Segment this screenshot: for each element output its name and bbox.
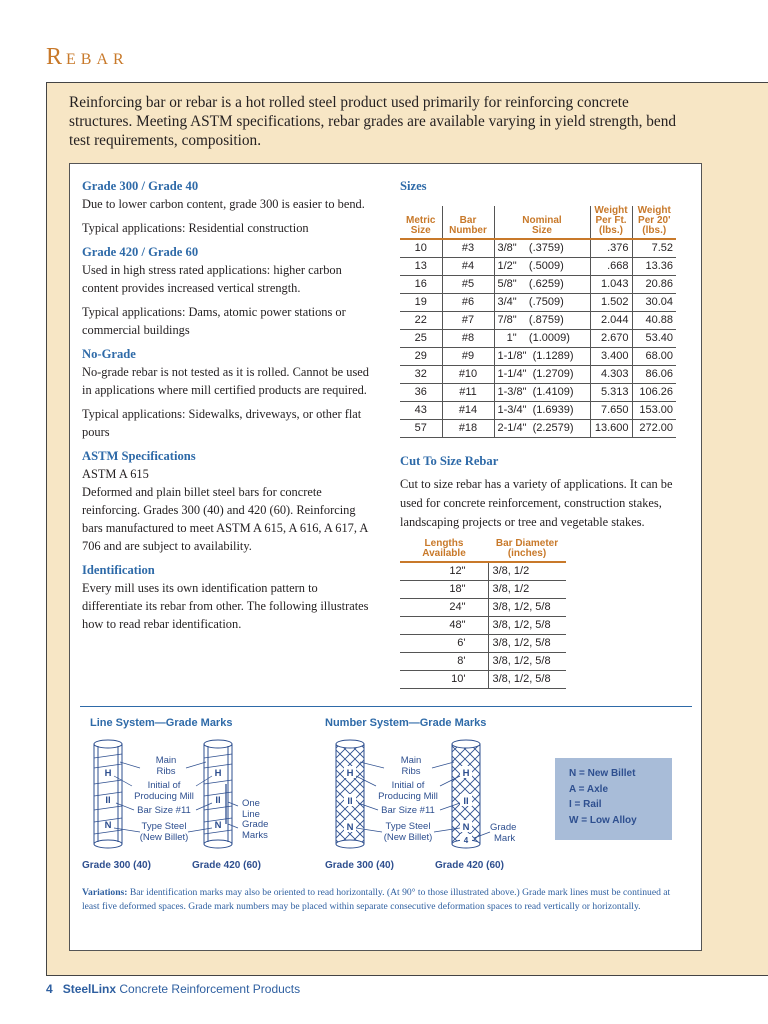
svg-text:II: II — [347, 796, 353, 807]
sizes-row — [400, 275, 676, 293]
svg-text:Producing Mill: Producing Mill — [378, 791, 438, 802]
metric-size-cell: 43 — [400, 401, 442, 419]
main-ribs-label: Main — [155, 755, 177, 766]
nominal-size-cell: 5/8" (.6259) — [494, 275, 590, 293]
metric-size-cell: 10 — [400, 239, 442, 257]
weight-per-20-cell: 40.88 — [632, 311, 676, 329]
bar-number-cell: #6 — [442, 293, 494, 311]
metric-size-cell: 57 — [400, 419, 442, 437]
grade-420-text: Used in high stress rated applications: higher carbon content provides increased vertical strength. — [82, 263, 342, 295]
svg-text:H: H — [462, 768, 470, 779]
grade-420-heading: Grade 420 / Grade 60 — [82, 245, 199, 259]
weight-per-20-cell: 68.00 — [632, 347, 676, 365]
sizes-row — [400, 329, 676, 347]
nominal-size-cell: 7/8" (.8759) — [494, 311, 590, 329]
identification-heading: Identification — [82, 563, 155, 577]
diameter-cell: 3/8, 1/2, 5/8 — [488, 652, 566, 670]
col-nominal-size: Nominal Size — [494, 206, 590, 239]
weight-per-ft-cell: 3.400 — [590, 347, 632, 365]
page-footer — [46, 982, 300, 996]
nominal-size-cell: 1/2" (.5009) — [494, 257, 590, 275]
astm-code: ASTM A 615 — [82, 467, 149, 481]
size-mark: II — [105, 795, 111, 806]
line-bar-grade-420 — [204, 740, 232, 848]
col-metric-size: Metric Size — [400, 206, 442, 239]
diameter-cell: 3/8, 1/2, 5/8 — [488, 598, 566, 616]
metric-size-cell: 22 — [400, 311, 442, 329]
weight-per-ft-cell: .376 — [590, 239, 632, 257]
svg-text:II: II — [215, 795, 221, 806]
weight-per-20-cell: 30.04 — [632, 293, 676, 311]
legend-new-billet: N = New Billet — [569, 768, 636, 779]
svg-text:Type Steel: Type Steel — [385, 821, 431, 832]
weight-per-ft-cell: 2.044 — [590, 311, 632, 329]
diameter-cell: 3/8, 1/2 — [488, 580, 566, 598]
weight-per-ft-cell: 7.650 — [590, 401, 632, 419]
page-title: REBAR — [46, 44, 129, 70]
grade-420-applications: Typical applications: Dams, atomic power stations or commercial buildings — [82, 305, 346, 337]
sizes-row — [400, 419, 676, 437]
svg-text:Producing Mill: Producing Mill — [134, 791, 194, 802]
bar-number-cell: #9 — [442, 347, 494, 365]
sizes-heading-wrap — [400, 177, 695, 195]
nominal-size-cell: 1-3/8" (1.4109) — [494, 383, 590, 401]
page-number: 4 — [46, 982, 53, 996]
sizes-heading: Sizes — [400, 179, 427, 193]
svg-text:II: II — [463, 796, 469, 807]
bar-number-cell: #8 — [442, 329, 494, 347]
no-grade-text: No-grade rebar is not tested as it is rolled. Cannot be used in applications where mill certified products are required. — [82, 365, 369, 397]
length-cell: 48" — [400, 616, 488, 634]
type-mark: N — [104, 820, 112, 831]
grades-column — [82, 177, 374, 639]
metric-size-cell: 32 — [400, 365, 442, 383]
number-grade-420-caption: Grade 420 (60) — [435, 860, 504, 871]
nominal-size-cell: 1-3/4" (1.6939) — [494, 401, 590, 419]
footer-subtitle: Concrete Reinforcement Products — [116, 982, 301, 996]
weight-per-ft-cell: 5.313 — [590, 383, 632, 401]
cut-to-size-heading: Cut To Size Rebar — [400, 454, 499, 468]
cut-row — [400, 562, 566, 580]
col-weight-per-20: Weight Per 20' (lbs.) — [632, 206, 676, 239]
svg-text:(New Billet): (New Billet) — [383, 832, 433, 843]
svg-text:Mark: Mark — [494, 833, 516, 844]
weight-per-20-cell: 53.40 — [632, 329, 676, 347]
col-weight-per-ft: Weight Per Ft. (lbs.) — [590, 206, 632, 239]
col-bar-number: Bar Number — [442, 206, 494, 239]
length-cell: 8' — [400, 652, 488, 670]
svg-text:(New Billet): (New Billet) — [139, 832, 189, 843]
svg-text:Line: Line — [242, 809, 260, 820]
nominal-size-cell: 3/8" (.3759) — [494, 239, 590, 257]
astm-text: Deformed and plain billet steel bars for concrete reinforcing. Grades 300 (40) and 420 (60). Reinforcing bars manufactured to meet ASTM A 615, A 616, A 617, A 706 and are subject to availability. — [82, 485, 368, 553]
weight-per-20-cell: 20.86 — [632, 275, 676, 293]
svg-text:Bar Size #11: Bar Size #11 — [381, 805, 435, 816]
cut-lengths-table — [400, 537, 566, 689]
weight-per-ft-cell: 13.600 — [590, 419, 632, 437]
metric-size-cell: 13 — [400, 257, 442, 275]
number-system-title: Number System—Grade Marks — [325, 717, 487, 729]
legend-rail: I = Rail — [569, 799, 602, 810]
nominal-size-cell: 1-1/4" (1.2709) — [494, 365, 590, 383]
weight-per-ft-cell: .668 — [590, 257, 632, 275]
bar-number-cell: #14 — [442, 401, 494, 419]
length-cell: 18" — [400, 580, 488, 598]
weight-per-20-cell: 106.26 — [632, 383, 676, 401]
bar-number-cell: #7 — [442, 311, 494, 329]
sizes-table — [400, 206, 676, 438]
type-steel-label: Type Steel — [141, 821, 187, 832]
line-grade-300-caption: Grade 300 (40) — [82, 860, 151, 871]
weight-per-ft-cell: 1.502 — [590, 293, 632, 311]
length-cell: 6' — [400, 634, 488, 652]
weight-per-20-cell: 86.06 — [632, 365, 676, 383]
weight-per-ft-cell: 4.303 — [590, 365, 632, 383]
bar-number-cell: #18 — [442, 419, 494, 437]
sizes-row — [400, 311, 676, 329]
bar-number-cell: #4 — [442, 257, 494, 275]
brand-name: SteelLinx — [62, 982, 117, 996]
billet-legend — [555, 758, 672, 840]
diameter-cell: 3/8, 1/2, 5/8 — [488, 670, 566, 688]
metric-size-cell: 19 — [400, 293, 442, 311]
sizes-row — [400, 401, 676, 419]
diameter-cell: 3/8, 1/2, 5/8 — [488, 634, 566, 652]
diameter-cell: 3/8, 1/2 — [488, 562, 566, 580]
svg-text:H: H — [214, 768, 222, 779]
cut-row — [400, 598, 566, 616]
metric-size-cell: 36 — [400, 383, 442, 401]
metric-size-cell: 29 — [400, 347, 442, 365]
weight-per-ft-cell: 1.043 — [590, 275, 632, 293]
weight-per-20-cell: 13.36 — [632, 257, 676, 275]
sizes-row — [400, 383, 676, 401]
sizes-row — [400, 347, 676, 365]
mill-mark: H — [104, 768, 112, 779]
sizes-row — [400, 365, 676, 383]
svg-text:Initial of: Initial of — [391, 780, 425, 791]
col-lengths: Lengths Available — [400, 537, 488, 562]
svg-text:H: H — [346, 768, 354, 779]
line-system-title: Line System—Grade Marks — [90, 717, 233, 729]
no-grade-applications: Typical applications: Sidewalks, driveways, or other flat pours — [82, 407, 362, 439]
sizes-row — [400, 239, 676, 257]
svg-text:Ribs: Ribs — [401, 766, 421, 777]
identification-text: Every mill uses its own identification pattern to differentiate its rebar from other. The following illustrates how to read rebar identification. — [82, 581, 369, 631]
length-cell: 12" — [400, 562, 488, 580]
cut-row — [400, 652, 566, 670]
length-cell: 24" — [400, 598, 488, 616]
col-bar-diameter: Bar Diameter (inches) — [488, 537, 566, 562]
grade-300-applications: Typical applications: Residential construction — [82, 221, 309, 235]
metric-size-cell: 16 — [400, 275, 442, 293]
nominal-size-cell: 1-1/8" (1.1289) — [494, 347, 590, 365]
section-divider — [80, 706, 692, 707]
svg-text:Marks: Marks — [242, 830, 268, 841]
diameter-cell: 3/8, 1/2, 5/8 — [488, 616, 566, 634]
initial-of-mill-label: Initial of — [147, 780, 181, 791]
grade-mark-label: Grade — [490, 822, 517, 833]
weight-per-ft-cell: 2.670 — [590, 329, 632, 347]
variations-note: Variations: Bar identification marks may also be oriented to read horizontally. (At 90° to those illustrated above.) Grade mark lines must be continued at least five deformed spaces. Grade mark numbers may be placed within separate consecutive deformation spaces to read vertically or horizontally. — [82, 887, 671, 912]
bar-size-label: Bar Size #11 — [137, 805, 191, 816]
svg-text:Ribs: Ribs — [156, 766, 176, 777]
weight-per-20-cell: 7.52 — [632, 239, 676, 257]
details-box — [69, 163, 702, 951]
line-bar-grade-300 — [94, 740, 122, 848]
cut-row — [400, 580, 566, 598]
grade-300-heading: Grade 300 / Grade 40 — [82, 179, 199, 193]
astm-heading: ASTM Specifications — [82, 449, 196, 463]
length-cell: 10' — [400, 670, 488, 688]
nominal-size-cell: 3/4" (.7509) — [494, 293, 590, 311]
intro-paragraph: Reinforcing bar or rebar is a hot rolled steel product used primarily for reinforcing concrete structures. Meeting ASTM specifications, rebar grades are available varying in yield strength, bend test requirements, composition. — [69, 94, 677, 149]
number-grade-300-caption: Grade 300 (40) — [325, 860, 394, 871]
cut-row — [400, 634, 566, 652]
bar-number-cell: #11 — [442, 383, 494, 401]
nominal-size-cell: 2-1/4" (2.2579) — [494, 419, 590, 437]
metric-size-cell: 25 — [400, 329, 442, 347]
cut-row — [400, 616, 566, 634]
one-line-label: One — [242, 798, 260, 809]
line-grade-420-caption: Grade 420 (60) — [192, 860, 261, 871]
bar-number-cell: #5 — [442, 275, 494, 293]
svg-text:N: N — [462, 822, 470, 833]
legend-axle: A = Axle — [569, 783, 608, 795]
no-grade-heading: No-Grade — [82, 347, 136, 361]
svg-text:N: N — [346, 822, 354, 833]
bar-number-cell: #10 — [442, 365, 494, 383]
grade-marks-label: Grade — [242, 819, 269, 830]
sizes-row — [400, 293, 676, 311]
svg-text:N: N — [214, 820, 222, 831]
weight-per-20-cell: 153.00 — [632, 401, 676, 419]
legend-low-alloy: W = Low Alloy — [569, 814, 637, 826]
grade-number-mark: 4 — [463, 836, 469, 845]
cut-to-size-text: Cut to size rebar has a variety of applications. It can be used for concrete reinforcement, construction stakes, landscaping projects or tree and vegetable stakes. — [400, 477, 673, 529]
cut-row — [400, 670, 566, 688]
grade-300-text: Due to lower carbon content, grade 300 is easier to bend. — [82, 197, 365, 211]
number-bar-grade-420 — [452, 740, 480, 848]
bar-number-cell: #3 — [442, 239, 494, 257]
nominal-size-cell: 1" (1.0009) — [494, 329, 590, 347]
number-bar-grade-300 — [336, 740, 364, 848]
svg-text:Main: Main — [400, 755, 422, 766]
sizes-row — [400, 257, 676, 275]
content-panel — [46, 82, 768, 976]
weight-per-20-cell: 272.00 — [632, 419, 676, 437]
